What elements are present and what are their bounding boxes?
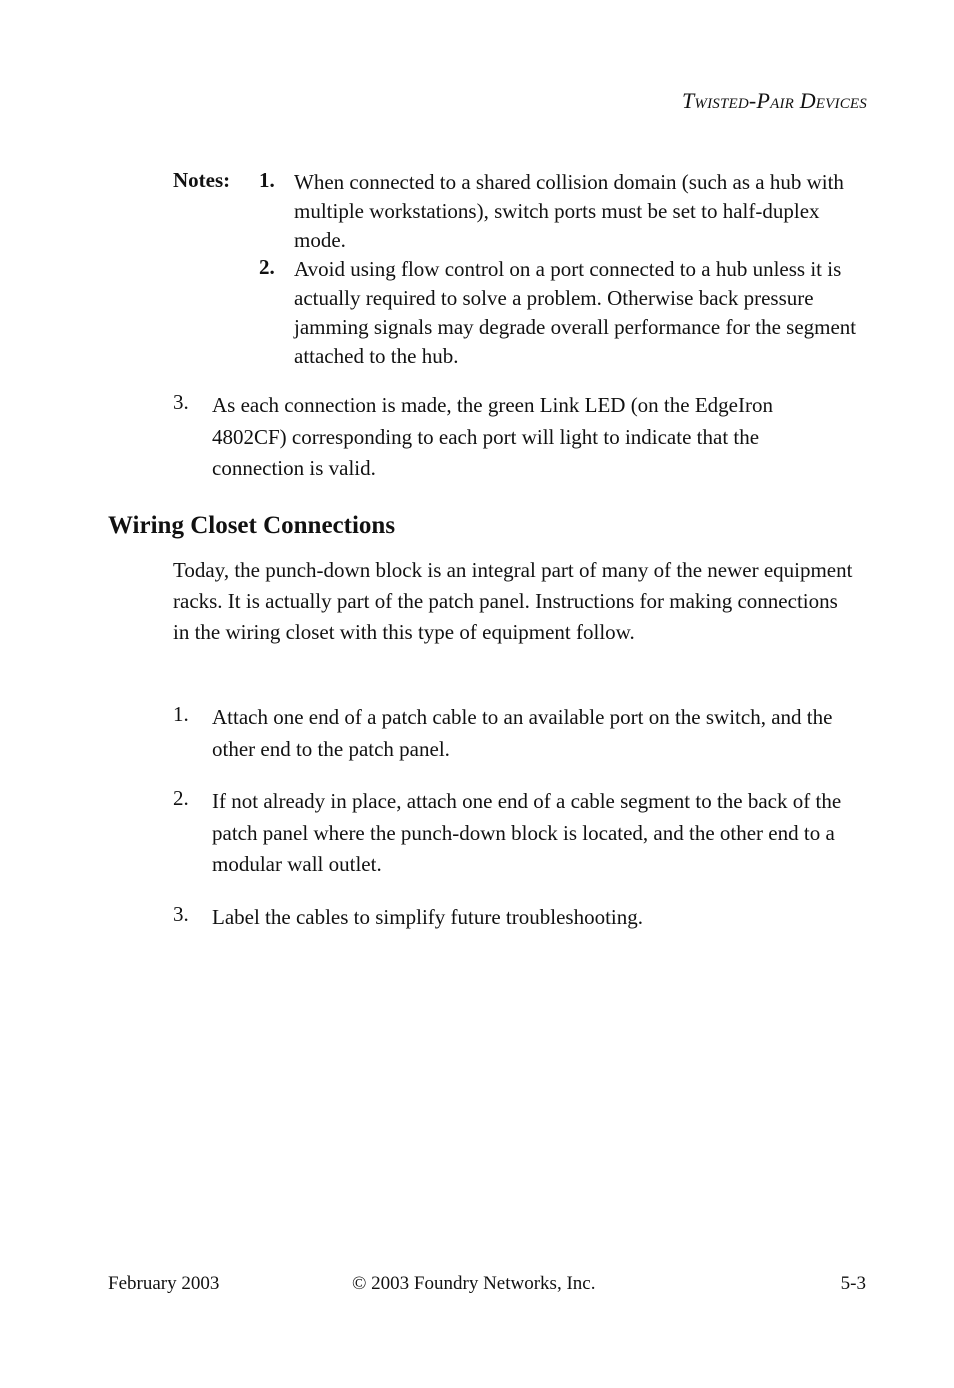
footer-copyright: © 2003 Foundry Networks, Inc. [352, 1273, 596, 1294]
step-number: 1. [173, 702, 189, 726]
footer-date: February 2003 [108, 1273, 220, 1294]
step-text: Attach one end of a patch cable to an available port on the switch, and the other end to the patch panel. [212, 705, 833, 761]
step-number: 3. [173, 390, 189, 414]
step-number: 2. [173, 786, 189, 810]
step-text: As each connection is made, the green Link LED (on the EdgeIron 4802CF) corresponding to each port will light to indicate that the connection is valid. [212, 393, 773, 480]
step-number: 3. [173, 902, 189, 926]
section-heading: Wiring Closet Connections [108, 512, 396, 539]
note-number: 1. [259, 168, 275, 192]
note-text: When connected to a shared collision domain (such as a hub with multiple workstations), switch ports must be set to half-duplex mode. [294, 170, 844, 252]
note-text: Avoid using flow control on a port connected to a hub unless it is actually required to solve a problem. Otherwise back pressure jamming signals may degrade overall performance for the segment attached to the hub. [294, 257, 857, 368]
step-text: If not already in place, attach one end of a cable segment to the back of the patch panel where the punch-down block is located, and the other end to a modular wall outlet. [212, 789, 842, 876]
intro-paragraph: Today, the punch-down block is an integral part of many of the newer equipment racks. It is actually part of the patch panel. Instructions for making connections in the wiring closet with this type of equipment follow. [173, 558, 853, 644]
note-number: 2. [259, 255, 275, 279]
footer-page-number: 5-3 [840, 1273, 866, 1294]
running-header: Twisted-Pair Devices [681, 88, 867, 113]
notes-label: Notes: [173, 168, 231, 192]
step-text: Label the cables to simplify future troubleshooting. [212, 905, 643, 929]
